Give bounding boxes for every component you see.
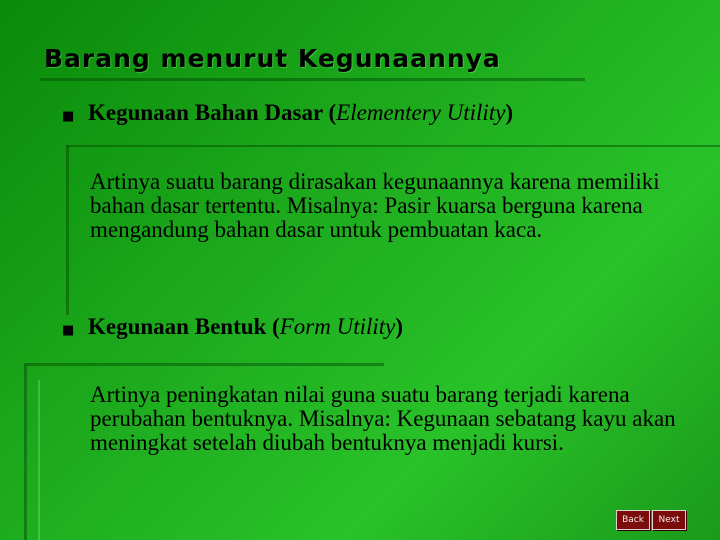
- bullet-heading: [88, 100, 513, 126]
- frame-lower-rule: [24, 363, 384, 366]
- frame-vertical-inner: [38, 380, 40, 540]
- bullet-heading-italic: Elementery Utility: [336, 100, 506, 125]
- frame-vertical-left: [66, 145, 69, 315]
- bullet-heading-text: Kegunaan Bahan Dasar (: [88, 100, 337, 125]
- square-bullet-icon: ■: [62, 323, 75, 338]
- bullet-form-utility: [62, 314, 403, 340]
- paragraph-form-utility: Artinya peningkatan nilai guna suatu barang terjadi karena perubahan bentuknya. Misalnya: Kegunaan sebatang kayu akan meningkat setelah diubah bentuknya menjadi kursi.: [90, 382, 676, 455]
- back-button[interactable]: Back: [616, 510, 650, 530]
- title-underline: [40, 78, 585, 81]
- slide-title: Barang menurut Kegunaannya: [44, 44, 501, 73]
- frame-vertical-lower: [24, 365, 27, 540]
- next-button[interactable]: Next: [652, 510, 686, 530]
- bullet-heading: [88, 314, 403, 340]
- paragraph-elementery-utility: Artinya suatu barang dirasakan kegunaannya karena memiliki bahan dasar tertentu. Misalnya: Pasir kuarsa berguna karena mengandung bahan dasar untuk pembuatan kaca.: [90, 169, 660, 242]
- bullet-elementery-utility: [62, 100, 513, 126]
- bullet-heading-suffix: ): [395, 314, 404, 339]
- bullet-heading-italic: Form Utility: [279, 314, 396, 339]
- bullet-heading-suffix: ): [505, 100, 514, 125]
- square-bullet-icon: ■: [62, 109, 75, 124]
- bullet-heading-text: Kegunaan Bentuk (: [88, 314, 280, 339]
- frame-top-right: [66, 145, 720, 147]
